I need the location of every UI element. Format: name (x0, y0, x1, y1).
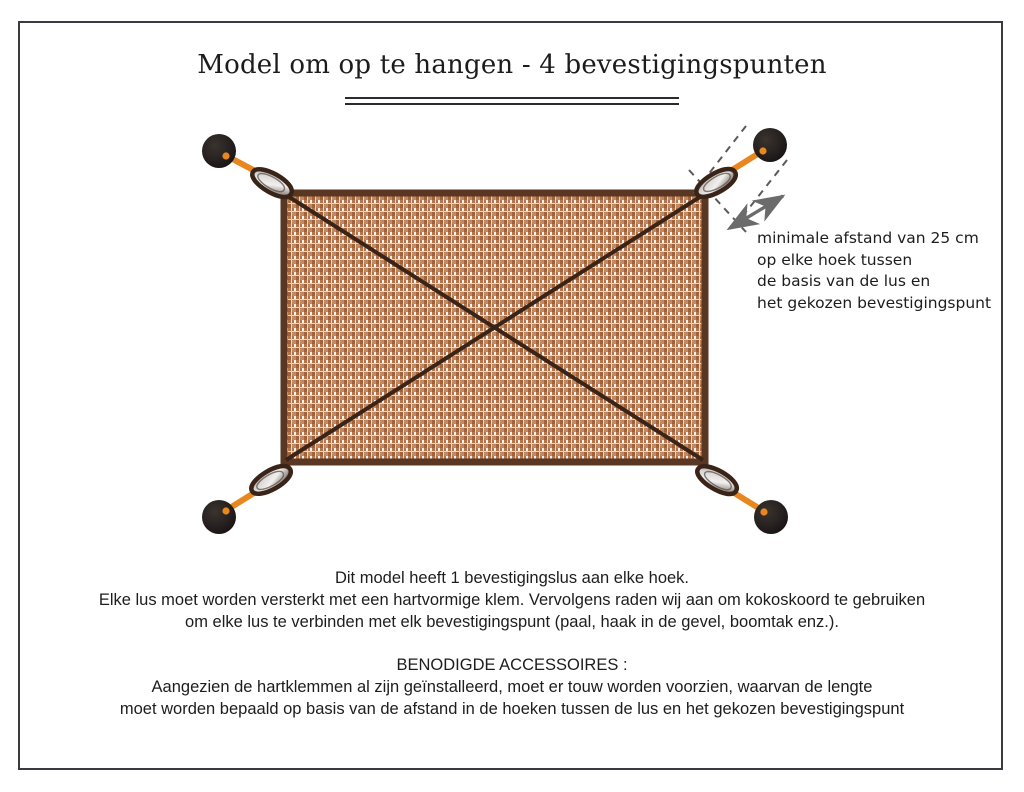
notes-block1-line-3: om elke lus te verbinden met elk bevestigingspunt (paal, haak in de gevel, boomtak enz.). (185, 613, 839, 631)
annotation-line-4: het gekozen bevestigingspunt (757, 293, 992, 312)
notes-block-model-description (0, 567, 1024, 633)
notes-block2-line-3: moet worden bepaald op basis van de afstand in de hoeken tussen de lus en het gekozen bevestigingspunt (119, 700, 905, 718)
annotation-line-2: op elke hoek tussen (757, 250, 913, 269)
notes-block2-line-1: BENODIGDE ACCESSOIRES : (396, 656, 628, 674)
annotation-line-1: minimale afstand van 25 cm (757, 229, 979, 247)
title-double-rule (345, 97, 679, 106)
notes-block-required-accessories (0, 654, 1024, 720)
page-title: Model om op te hangen - 4 bevestigingspunten (197, 50, 827, 80)
notes-block1-line-2: Elke lus moet worden versterkt met een hartvormige klem. Vervolgens raden wij aan om kokoskoord te gebruiken (98, 591, 926, 609)
minimum-distance-annotation (757, 228, 1007, 314)
title-rule-line-top (345, 97, 679, 99)
notes-block1-line-1: Dit model heeft 1 bevestigingslus aan elke hoek. (334, 569, 690, 587)
title-rule-line-bottom (345, 103, 679, 105)
annotation-line-3: de basis van de lus en (757, 272, 931, 290)
notes-block2-line-2: Aangezien de hartklemmen al zijn geïnstalleerd, moet er touw worden voorzien, waarvan de lengte (151, 678, 873, 696)
